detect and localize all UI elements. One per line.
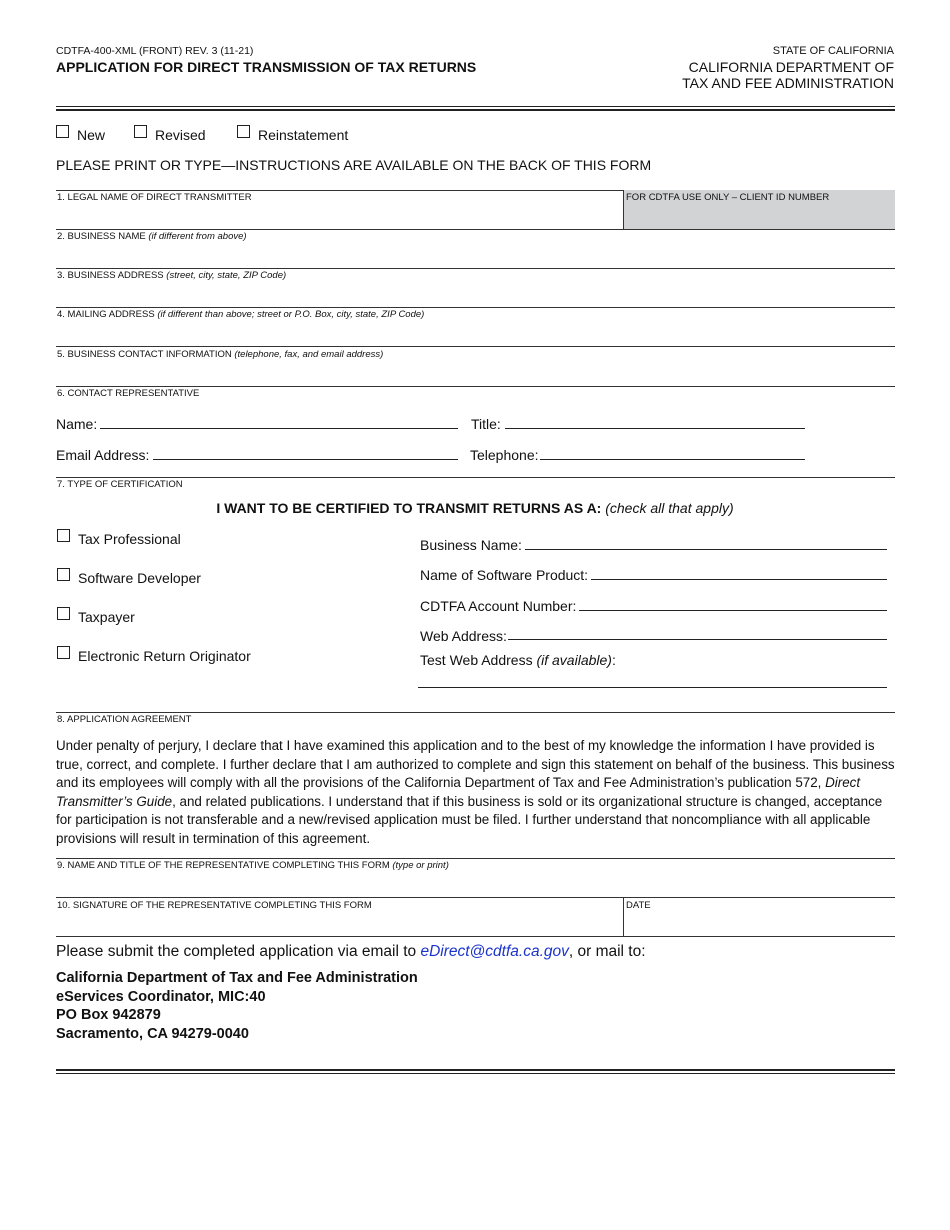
account-number-input[interactable] bbox=[579, 610, 887, 611]
mailing-address bbox=[56, 969, 418, 1043]
contact-telephone-label: Telephone: bbox=[470, 447, 539, 463]
cdtfa-use-label: FOR CDTFA USE ONLY – CLIENT ID NUMBER bbox=[626, 192, 830, 203]
address-line2: eServices Coordinator, MIC:40 bbox=[56, 988, 266, 1005]
field-9-note: (type or print) bbox=[392, 860, 449, 871]
footer-divider-top bbox=[56, 1069, 895, 1071]
contact-title-input[interactable] bbox=[505, 428, 805, 429]
new-checkbox[interactable] bbox=[56, 125, 69, 138]
certification-heading-text: I WANT TO BE CERTIFIED TO TRANSMIT RETURNS AS A: bbox=[216, 500, 602, 516]
field-divider bbox=[56, 229, 895, 230]
test-web-address-input[interactable] bbox=[418, 687, 887, 688]
field-divider bbox=[56, 897, 895, 898]
field-5-note: (telephone, fax, and email address) bbox=[234, 349, 384, 360]
agency-name-line1: CALIFORNIA DEPARTMENT OF bbox=[688, 59, 894, 75]
form-code: CDTFA-400-XML (FRONT) REV. 3 (11-21) bbox=[56, 45, 254, 57]
field-7-label: 7. TYPE OF CERTIFICATION bbox=[57, 479, 183, 490]
form-title: APPLICATION FOR DIRECT TRANSMISSION OF TAX RETURNS bbox=[56, 59, 477, 75]
field-9-text: 9. NAME AND TITLE OF THE REPRESENTATIVE COMPLETING THIS FORM bbox=[57, 860, 390, 871]
submit-suffix: , or mail to: bbox=[568, 943, 646, 960]
agreement-text bbox=[56, 737, 896, 849]
submit-email-link[interactable]: eDirect@cdtfa.ca.gov bbox=[420, 943, 569, 960]
rep-name-title-input[interactable] bbox=[56, 873, 895, 897]
field-3-text: 3. BUSINESS ADDRESS bbox=[57, 270, 164, 281]
address-line4: Sacramento, CA 94279-0040 bbox=[56, 1025, 249, 1042]
business-name-input[interactable] bbox=[56, 244, 895, 268]
field-9-label bbox=[57, 860, 449, 872]
taxpayer-label: Taxpayer bbox=[78, 609, 135, 625]
field-divider bbox=[56, 307, 895, 308]
business-contact-input[interactable] bbox=[56, 362, 895, 386]
field-4-label bbox=[57, 309, 424, 321]
field-4-text: 4. MAILING ADDRESS bbox=[57, 309, 155, 320]
contact-name-label: Name: bbox=[56, 416, 98, 432]
certification-heading bbox=[0, 500, 950, 516]
header-divider-bottom bbox=[56, 109, 895, 111]
software-developer-checkbox[interactable] bbox=[57, 568, 70, 581]
revised-checkbox[interactable] bbox=[134, 125, 147, 138]
field-5-label bbox=[57, 349, 383, 361]
field-2-label bbox=[57, 231, 247, 243]
web-address-label: Web Address: bbox=[420, 628, 507, 644]
contact-title-label: Title: bbox=[471, 416, 501, 432]
field-4-note: (if different than above; street or P.O. Box, city, state, ZIP Code) bbox=[157, 309, 425, 320]
test-web-address-label bbox=[420, 652, 616, 668]
mailing-address-input[interactable] bbox=[56, 322, 895, 346]
field-2-text: 2. BUSINESS NAME bbox=[57, 231, 146, 242]
field-10-label: 10. SIGNATURE OF THE REPRESENTATIVE COMPLETING THIS FORM bbox=[57, 900, 372, 911]
revised-label: Revised bbox=[155, 127, 206, 143]
agreement-part1: Under penalty of perjury, I declare that I have examined this application and to the best of my knowledge the information I have provided is true, correct, and complete. I further declare that I am authorized to complete and sign this statement on behalf of the business. This business and its employees will comply with all the provisions of the California Department of Tax and Fee Administration’s publication 572, bbox=[56, 738, 895, 791]
address-line1: California Department of Tax and Fee Administration bbox=[56, 970, 418, 986]
new-label: New bbox=[77, 127, 106, 143]
field-divider bbox=[56, 268, 895, 269]
submit-instructions bbox=[56, 943, 646, 961]
field-divider bbox=[56, 936, 895, 937]
contact-email-label: Email Address: bbox=[56, 447, 150, 463]
agreement-part2: , and related publications. I understand that if this business is sold or its organizational structure is changed, acceptance for participation is not transferable and a new/revised application must be filed. I further understand that noncompliance with all applicable provisions will result in termination of this agreement. bbox=[56, 793, 883, 846]
field-3-label bbox=[57, 270, 286, 282]
field-5-text: 5. BUSINESS CONTACT INFORMATION bbox=[57, 349, 232, 360]
tax-professional-checkbox[interactable] bbox=[57, 529, 70, 542]
legal-name-input[interactable] bbox=[56, 200, 622, 228]
certification-heading-note: (check all that apply) bbox=[605, 500, 734, 516]
state-label: STATE OF CALIFORNIA bbox=[772, 45, 894, 57]
field-divider bbox=[56, 346, 895, 347]
reinstatement-checkbox[interactable] bbox=[237, 125, 250, 138]
field-2-note: (if different from above) bbox=[148, 231, 247, 242]
field-3-note: (street, city, state, ZIP Code) bbox=[166, 270, 287, 281]
cdtfa-use-box bbox=[624, 190, 895, 229]
cert-business-name-input[interactable] bbox=[525, 549, 887, 550]
test-web-address-text: Test Web Address bbox=[420, 652, 533, 668]
cdtfa-use-divider bbox=[623, 190, 624, 229]
field-divider bbox=[56, 477, 895, 478]
contact-telephone-input[interactable] bbox=[540, 459, 805, 460]
footer-divider-bottom bbox=[56, 1073, 895, 1074]
tax-professional-label: Tax Professional bbox=[78, 531, 181, 547]
date-input[interactable] bbox=[624, 912, 895, 936]
reinstatement-label: Reinstatement bbox=[258, 127, 349, 143]
header-divider-top bbox=[56, 106, 895, 107]
business-address-input[interactable] bbox=[56, 283, 895, 307]
software-product-label: Name of Software Product: bbox=[420, 567, 589, 583]
taxpayer-checkbox[interactable] bbox=[57, 607, 70, 620]
submit-prefix: Please submit the completed application via email to bbox=[56, 943, 421, 960]
agency-name-line2: TAX AND FEE ADMINISTRATION bbox=[682, 75, 894, 91]
cert-business-name-label: Business Name: bbox=[420, 537, 522, 553]
field-6-label: 6. CONTACT REPRESENTATIVE bbox=[57, 388, 200, 399]
field-divider bbox=[56, 386, 895, 387]
test-web-address-colon: : bbox=[611, 652, 616, 668]
field-1-label: 1. LEGAL NAME OF DIRECT TRANSMITTER bbox=[57, 192, 252, 203]
agreement-guide-title: Direct Transmitter’s Guide bbox=[56, 775, 861, 809]
instructions-text: PLEASE PRINT OR TYPE—INSTRUCTIONS ARE AVAILABLE ON THE BACK OF THIS FORM bbox=[56, 157, 652, 173]
web-address-input[interactable] bbox=[508, 639, 887, 640]
software-product-input[interactable] bbox=[591, 579, 887, 580]
account-number-label: CDTFA Account Number: bbox=[420, 598, 577, 614]
test-web-address-note: (if available) bbox=[536, 652, 612, 668]
ero-label: Electronic Return Originator bbox=[78, 648, 251, 664]
field-divider bbox=[56, 858, 895, 859]
contact-email-input[interactable] bbox=[153, 459, 458, 460]
ero-checkbox[interactable] bbox=[57, 646, 70, 659]
address-line3: PO Box 942879 bbox=[56, 1007, 161, 1024]
contact-name-input[interactable] bbox=[100, 428, 458, 429]
field-divider bbox=[56, 712, 895, 713]
date-label: DATE bbox=[626, 900, 651, 911]
software-developer-label: Software Developer bbox=[78, 570, 201, 586]
signature-input[interactable] bbox=[56, 912, 622, 936]
field-8-label: 8. APPLICATION AGREEMENT bbox=[57, 714, 192, 725]
